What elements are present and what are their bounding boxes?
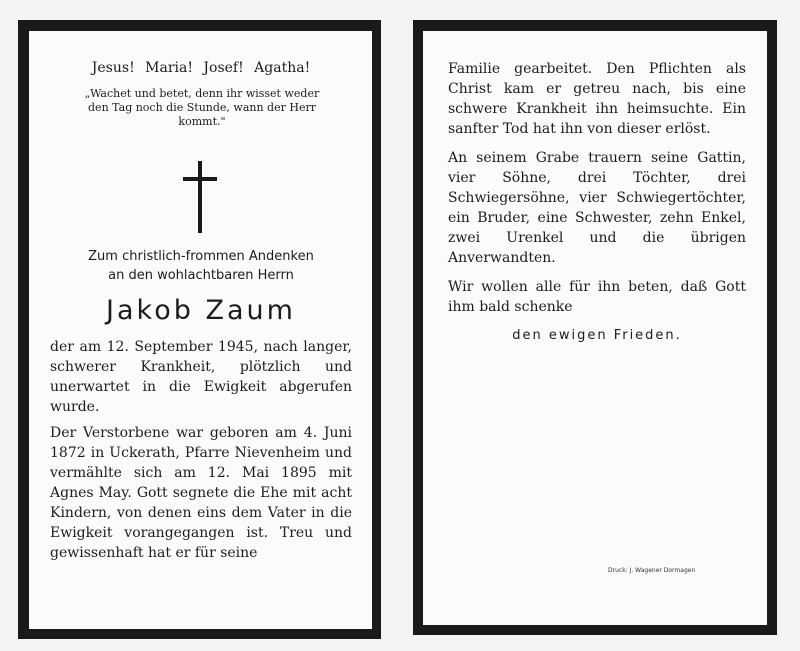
left-page-content [29, 31, 372, 629]
right-page-content [423, 31, 767, 625]
death-notice-paragraph: der am 12. September 1945, nach langer, schwerer Krankheit, plötzlich und unerwartet in die Ewigkeit abgerufen wurde. [50, 339, 352, 415]
dedication-line-2: an den wohlachtbaren Herrn [108, 268, 294, 283]
prayer-paragraph: Wir wollen alle für ihn beten, daß Gott ihm bald schenke [448, 279, 746, 315]
dedication [50, 247, 352, 285]
scripture-quote: „Wachet und betet, denn ihr wisset weder den Tag noch die Stunde, wann der Herr kommt." [84, 87, 320, 128]
biography-continuation-paragraph: Familie gearbeitet. Den Pflichten als Christ kam er getreu nach, bis eine schwere Krankheit ihn heimsuchte. Ein sanfter Tod hat ihn von dieser erlöst. [448, 61, 746, 137]
invocation-names: Jesus! Maria! Josef! Agatha! [91, 60, 311, 76]
deceased-name: Jakob Zaum [106, 295, 296, 326]
memorial-card-left-page [18, 20, 381, 639]
dedication-line-1: Zum christlich-frommen Andenken [88, 249, 314, 264]
cross-icon [181, 161, 221, 233]
printer-imprint: Druck: J. Wagener Dormagen [608, 567, 696, 574]
closing-line: den ewigen Frieden. [512, 328, 682, 343]
memorial-card-right-page [413, 20, 777, 635]
mourners-paragraph: An seinem Grabe trauern seine Gattin, vier Söhne, drei Töchter, drei Schwiegersöhne, vier Schwiegertöchter, ein Bruder, eine Schwester, zehn Enkel, zwei Urenkel und die übrigen Anverwandten. [448, 150, 746, 266]
biography-paragraph: Der Verstorbene war geboren am 4. Juni 1872 in Uckerath, Pfarre Nievenheim und vermählte sich am 12. Mai 1895 mit Agnes May. Gott segnete die Ehe mit acht Kindern, von denen eins dem Vater in die Ewigkeit vorangegangen ist. Treu und gewissenhaft hat er für seine [50, 425, 352, 561]
